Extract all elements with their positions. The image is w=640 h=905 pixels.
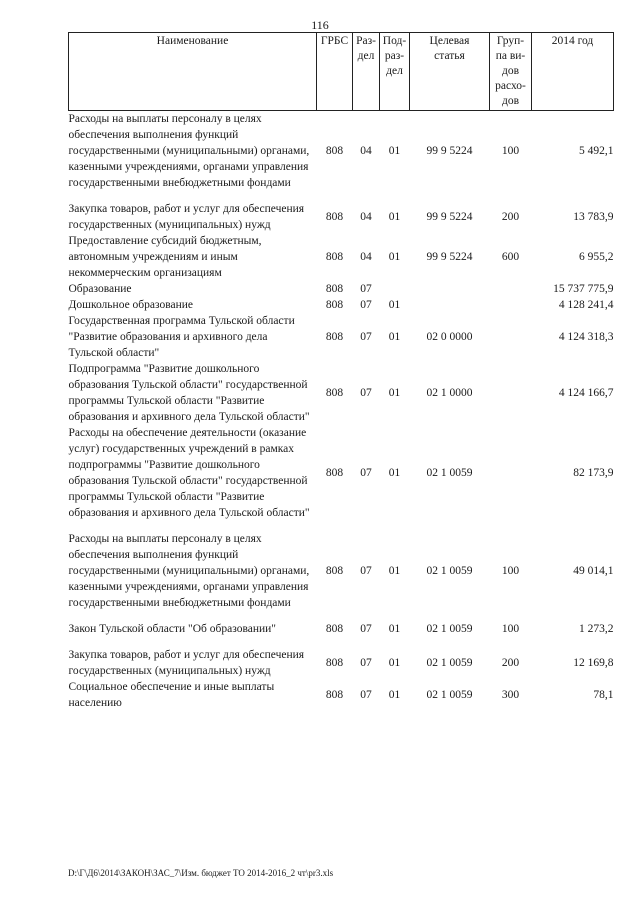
row-razdel-cell: 07 xyxy=(360,467,372,479)
row-podrazdel-cell: 01 xyxy=(388,387,401,399)
row-target-cell: 02 1 0059 xyxy=(426,467,473,479)
row-podrazdel-cell: 01 xyxy=(388,657,401,669)
header-grbs: ГРБС xyxy=(317,33,353,111)
row-sum-cell: 5 492,1 xyxy=(579,145,614,157)
row-target-cell: 02 1 0000 xyxy=(426,387,473,399)
row-target-cell: 02 1 0059 xyxy=(426,565,473,577)
row-sum-cell: 12 169,8 xyxy=(573,657,614,669)
row-sum-cell: 13 783,9 xyxy=(573,211,614,223)
table-row xyxy=(69,281,614,297)
row-name-cell: Расходы на выплаты персоналу в целях обеспечения выполнения функций государственными (муниципальными) органами, казенными учреждениями, органами управления государственными внебюджетными фондами xyxy=(68,113,310,189)
row-spacer xyxy=(69,521,614,531)
row-sum-cell: 4 128 241,4 xyxy=(558,299,614,311)
row-podrazdel-cell: 01 xyxy=(388,467,401,479)
row-target-cell: 02 0 0000 xyxy=(426,331,473,343)
row-razdel-cell: 07 xyxy=(360,657,372,669)
row-group-cell: 100 xyxy=(501,565,520,577)
table-row xyxy=(69,647,614,679)
row-grbs-cell: 808 xyxy=(325,565,344,577)
header-target-article: Целевая статья xyxy=(410,33,490,111)
row-podrazdel-cell: 01 xyxy=(388,623,401,635)
page-number: 116 xyxy=(311,18,329,32)
row-name-cell: Государственная программа Тульской области "Развитие образования и архивного дела Тульской области" xyxy=(68,315,295,359)
row-target-cell xyxy=(410,297,490,313)
row-spacer-cell xyxy=(69,637,614,647)
row-razdel-cell: 07 xyxy=(360,331,372,343)
row-name-cell: Закон Тульской области "Об образовании" xyxy=(68,623,276,635)
row-grbs-cell: 808 xyxy=(325,211,344,223)
row-group-cell: 100 xyxy=(501,623,520,635)
row-razdel-cell: 04 xyxy=(360,211,372,223)
row-grbs-cell: 808 xyxy=(325,251,344,263)
row-name-cell: Дошкольное образование xyxy=(68,299,194,311)
row-group-cell xyxy=(490,425,532,521)
row-grbs-cell: 808 xyxy=(325,331,344,343)
row-sum-cell: 4 124 166,7 xyxy=(558,387,614,399)
table-row xyxy=(69,233,614,281)
table-row xyxy=(69,361,614,425)
row-group-cell xyxy=(490,281,532,297)
row-target-cell: 99 9 5224 xyxy=(426,145,473,157)
row-razdel-cell: 04 xyxy=(360,251,372,263)
row-group-cell xyxy=(490,297,532,313)
row-target-cell: 99 9 5224 xyxy=(426,251,473,263)
row-podrazdel-cell: 01 xyxy=(388,331,401,343)
row-group-cell: 200 xyxy=(501,211,520,223)
row-name-cell: Расходы на выплаты персоналу в целях обеспечения выполнения функций государственными (муниципальными) органами, казенными учреждениями, органами управления государственными внебюджетными фондами xyxy=(68,533,310,609)
row-target-cell: 02 1 0059 xyxy=(426,623,473,635)
row-group-cell xyxy=(490,313,532,361)
row-podrazdel-cell: 01 xyxy=(388,689,401,701)
row-sum-cell: 6 955,2 xyxy=(579,251,614,263)
row-spacer-cell xyxy=(69,611,614,621)
row-razdel-cell: 04 xyxy=(360,145,372,157)
row-sum-cell: 1 273,2 xyxy=(579,623,614,635)
row-razdel-cell: 07 xyxy=(360,623,372,635)
row-group-cell: 600 xyxy=(501,251,520,263)
row-podrazdel-cell: 01 xyxy=(388,565,401,577)
table-row xyxy=(69,531,614,611)
row-spacer-cell xyxy=(69,191,614,201)
row-grbs-cell: 808 xyxy=(325,145,344,157)
row-razdel-cell: 07 xyxy=(360,565,372,577)
row-spacer xyxy=(69,637,614,647)
table-header-row xyxy=(69,33,614,111)
row-name-cell: Образование xyxy=(68,283,132,295)
table-row xyxy=(69,201,614,233)
row-podrazdel-cell xyxy=(380,281,410,297)
header-podrazdel: Под- раз- дел xyxy=(380,33,410,111)
table-body xyxy=(69,111,614,712)
row-grbs-cell: 808 xyxy=(325,299,344,311)
row-target-cell: 02 1 0059 xyxy=(426,657,473,669)
budget-table xyxy=(68,32,614,711)
row-target-cell: 99 9 5224 xyxy=(426,211,473,223)
header-expense-group: Груп- па ви- дов расхо- дов xyxy=(490,33,532,111)
row-grbs-cell: 808 xyxy=(325,387,344,399)
header-name: Наименование xyxy=(69,33,317,111)
header-year-2014: 2014 год xyxy=(532,33,614,111)
row-razdel-cell: 07 xyxy=(360,387,372,399)
row-razdel-cell: 07 xyxy=(360,283,372,295)
row-name-cell: Предоставление субсидий бюджетным, автономным учреждениям и иным некоммерческим организациям xyxy=(68,235,262,279)
row-sum-cell: 49 014,1 xyxy=(573,565,614,577)
table-row xyxy=(69,425,614,521)
row-podrazdel-cell: 01 xyxy=(388,299,401,311)
row-grbs-cell: 808 xyxy=(325,467,344,479)
header-razdel: Раз- дел xyxy=(353,33,380,111)
row-group-cell: 200 xyxy=(501,657,520,669)
table-row xyxy=(69,111,614,192)
row-name-cell: Закупка товаров, работ и услуг для обеспечения государственных (муниципальных) нужд xyxy=(68,649,305,677)
table-row xyxy=(69,297,614,313)
row-target-cell xyxy=(410,281,490,297)
row-sum-cell: 82 173,9 xyxy=(573,467,614,479)
row-grbs-cell: 808 xyxy=(325,283,344,295)
file-path-footer: D:\Г\Д6\2014\ЗАКОН\ЗАС_7\Изм. бюджет ТО 2014-2016_2 чт\pr3.xls xyxy=(68,868,334,878)
row-grbs-cell: 808 xyxy=(325,623,344,635)
row-group-cell: 100 xyxy=(501,145,520,157)
row-spacer xyxy=(69,611,614,621)
row-sum-cell: 4 124 318,3 xyxy=(558,331,614,343)
row-name-cell: Социальное обеспечение и иные выплаты населению xyxy=(68,681,275,709)
row-name-cell: Расходы на обеспечение деятельности (оказание услуг) государственных учреждений в рамках подпрограммы "Развитие дошкольного образования Тульской области" государственной программы Тульской области "Развитие образования и архивного дела Тульской области" xyxy=(68,427,310,519)
row-grbs-cell: 808 xyxy=(325,657,344,669)
row-spacer-cell xyxy=(69,521,614,531)
row-group-cell: 300 xyxy=(501,689,520,701)
row-razdel-cell: 07 xyxy=(360,299,372,311)
row-sum-cell: 78,1 xyxy=(593,689,614,701)
row-name-cell: Закупка товаров, работ и услуг для обеспечения государственных (муниципальных) нужд xyxy=(68,203,305,231)
table-row xyxy=(69,313,614,361)
row-podrazdel-cell: 01 xyxy=(388,211,401,223)
row-spacer xyxy=(69,191,614,201)
row-group-cell xyxy=(490,361,532,425)
table-row xyxy=(69,679,614,711)
row-podrazdel-cell: 01 xyxy=(388,145,401,157)
table-row xyxy=(69,621,614,637)
row-grbs-cell: 808 xyxy=(325,689,344,701)
row-sum-cell: 15 737 775,9 xyxy=(553,283,614,295)
row-razdel-cell: 07 xyxy=(360,689,372,701)
row-target-cell: 02 1 0059 xyxy=(426,689,473,701)
row-podrazdel-cell: 01 xyxy=(388,251,401,263)
row-name-cell: Подпрограмма "Развитие дошкольного образования Тульской области" государственной программы Тульской области "Развитие образования и архивного дела Тульской области" xyxy=(68,363,310,423)
